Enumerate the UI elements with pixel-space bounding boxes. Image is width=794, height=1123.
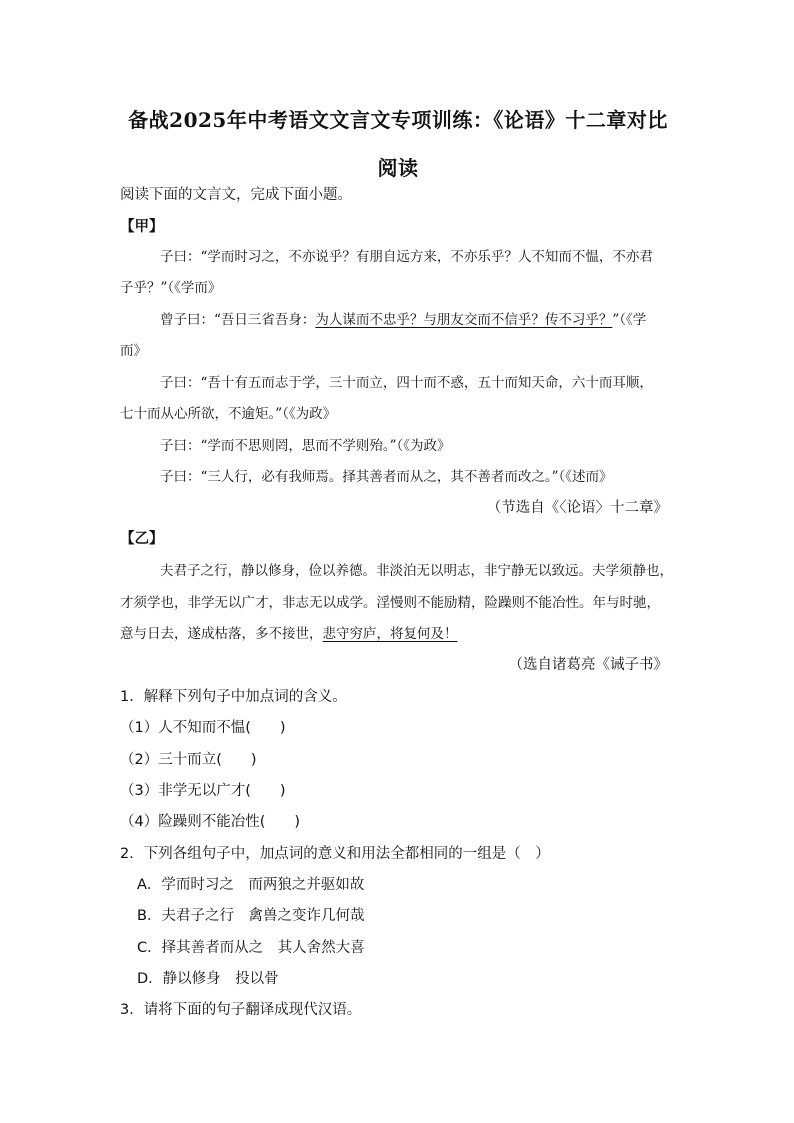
jia-passage-3-line-2: 七十而从心所欲，不逾矩。”（《为政》	[120, 406, 337, 422]
question-2-option-b: B．夫君子之行 禽兽之变诈几何哉	[137, 908, 365, 924]
jia-passage-2-line-1	[160, 309, 646, 331]
jia-passage-3-line-1: 子曰：“吾十有五而志于学，三十而立，四十而不惑，五十而知天命，六十而耳顺，	[160, 375, 653, 391]
question-2-option-a: A．学而时习之 而两狼之并驱如故	[137, 877, 365, 893]
question-3: 3．请将下面的句子翻译成现代汉语。	[120, 1002, 362, 1018]
question-2: 2．下列各组句子中，加点词的意义和用法全都相同的一组是（ ）	[120, 846, 550, 862]
yi-passage-line-2: 才须学也，非学无以广才，非志无以成学。淫慢则不能励精，险躁则不能冶性。年与时驰，	[120, 595, 660, 611]
jia-source: （节选自《〈论语〉十二章》	[486, 500, 668, 516]
instruction-text: 阅读下面的文言文，完成下面小题。	[120, 187, 352, 203]
question-2-option-c: C．择其善者而从之 其人舍然大喜	[137, 940, 365, 956]
jia-passage-5: 子曰：“三人行，必有我师焉。择其善者而从之，其不善者而改之。”（《述而》	[160, 469, 613, 485]
jia-passage-1-line-1: 子曰：“学而时习之，不亦说乎？有朋自远方来，不亦乐乎？人不知而不愠，不亦君	[160, 249, 653, 265]
yi-passage-line-1: 夫君子之行，静以修身，俭以养德。非淡泊无以明志，非宁静无以致远。夫学须静也，	[160, 563, 673, 579]
yi-passage-line-3	[120, 623, 458, 645]
jia-passage-2-tail: ”（《学	[612, 312, 647, 328]
question-2-option-d: D．静以修身 投以骨	[137, 971, 279, 987]
question-1: 1．解释下列句子中加点词的含义。	[120, 689, 347, 705]
jia-passage-4: 子曰：“学而不思则罔，思而不学则殆。”（《为政》	[160, 438, 451, 454]
jia-passage-2-underlined: 为人谋而不忠乎？与朋友交而不信乎？传不习乎？	[315, 312, 613, 328]
question-1-item-2: （2）三十而立( )	[120, 752, 257, 768]
question-1-item-3: （3）非学无以广才( )	[120, 783, 286, 799]
jia-passage-1-line-2: 子乎？”（《学而》	[120, 280, 222, 296]
question-1-item-1: （1）人不知而不愠( )	[120, 720, 286, 736]
jia-passage-2-line-2: 而》	[120, 343, 147, 359]
yi-passage-underlined: 悲守穷庐，将复何及！	[322, 626, 458, 642]
section-yi-label: 【乙】	[120, 531, 164, 547]
yi-passage-line-3-lead: 意与日去，遂成枯落，多不接世，	[120, 626, 323, 642]
question-1-item-4: （4）险躁则不能冶性( )	[120, 814, 301, 830]
jia-passage-2-lead: 曾子曰：“吾日三省吾身：	[160, 312, 316, 328]
yi-source: （选自诸葛亮《诫子书》	[508, 657, 668, 673]
section-jia-label: 【甲】	[120, 219, 164, 235]
page-title: 备战2025年中考语文文言文专项训练：《论语》十二章对比阅读	[128, 108, 668, 180]
